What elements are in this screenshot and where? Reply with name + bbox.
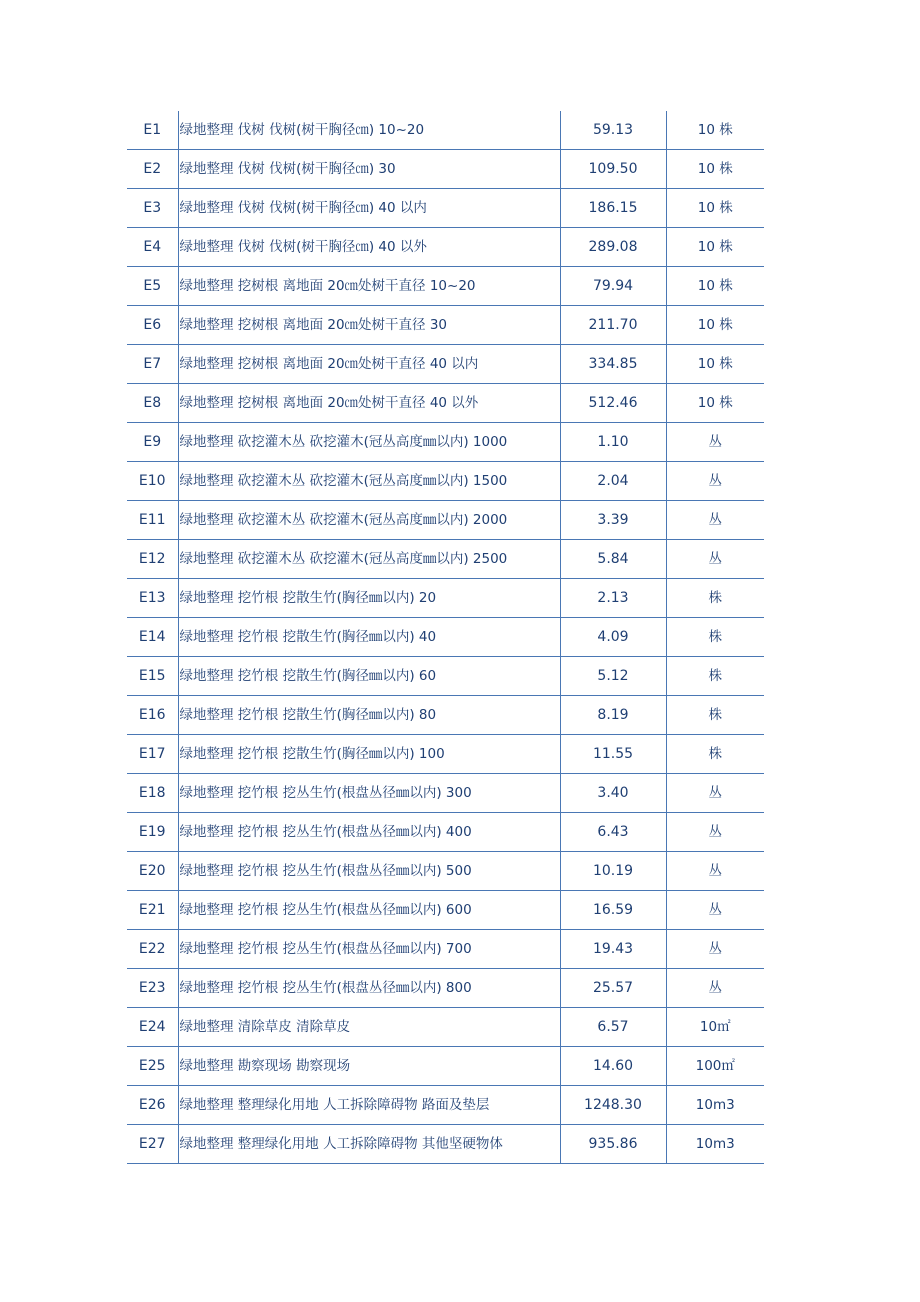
unit-price-cell: 8.19 xyxy=(560,696,666,735)
unit-price-cell: 1248.30 xyxy=(560,1086,666,1125)
table-row xyxy=(127,189,764,228)
unit-cell: 丛 xyxy=(666,891,764,930)
unit-cell: 丛 xyxy=(666,462,764,501)
unit-price-cell: 6.43 xyxy=(560,813,666,852)
unit-cell: 株 xyxy=(666,735,764,774)
item-code-cell: E9 xyxy=(127,423,178,462)
item-code-cell: E14 xyxy=(127,618,178,657)
unit-cell: 10 株 xyxy=(666,150,764,189)
unit-price-cell: 512.46 xyxy=(560,384,666,423)
item-code-cell: E15 xyxy=(127,657,178,696)
table-row xyxy=(127,813,764,852)
unit-cell: 丛 xyxy=(666,969,764,1008)
unit-price-cell: 1.10 xyxy=(560,423,666,462)
item-description-cell: 绿地整理 挖树根 离地面 20㎝处树干直径 10~20 xyxy=(178,267,560,306)
unit-cell: 10m3 xyxy=(666,1125,764,1164)
unit-cell: 10 株 xyxy=(666,345,764,384)
unit-price-cell: 289.08 xyxy=(560,228,666,267)
item-description-cell: 绿地整理 伐树 伐树(树干胸径㎝) 40 以外 xyxy=(178,228,560,267)
table-row xyxy=(127,852,764,891)
table-row xyxy=(127,657,764,696)
item-code-cell: E2 xyxy=(127,150,178,189)
table-row xyxy=(127,423,764,462)
item-description-cell: 绿地整理 挖竹根 挖丛生竹(根盘丛径㎜以内) 800 xyxy=(178,969,560,1008)
unit-cell: 10 株 xyxy=(666,228,764,267)
item-code-cell: E4 xyxy=(127,228,178,267)
table-row xyxy=(127,501,764,540)
unit-price-cell: 4.09 xyxy=(560,618,666,657)
unit-price-cell: 5.84 xyxy=(560,540,666,579)
table-row xyxy=(127,1086,764,1125)
table-row xyxy=(127,462,764,501)
item-description-cell: 绿地整理 挖竹根 挖散生竹(胸径㎜以内) 60 xyxy=(178,657,560,696)
item-description-cell: 绿地整理 挖树根 离地面 20㎝处树干直径 40 以外 xyxy=(178,384,560,423)
item-code-cell: E16 xyxy=(127,696,178,735)
table-row xyxy=(127,735,764,774)
table-row xyxy=(127,345,764,384)
unit-price-cell: 211.70 xyxy=(560,306,666,345)
item-code-cell: E24 xyxy=(127,1008,178,1047)
unit-price-cell: 14.60 xyxy=(560,1047,666,1086)
table-row xyxy=(127,1125,764,1164)
item-description-cell: 绿地整理 挖竹根 挖丛生竹(根盘丛径㎜以内) 700 xyxy=(178,930,560,969)
table-row xyxy=(127,774,764,813)
unit-price-cell: 935.86 xyxy=(560,1125,666,1164)
item-code-cell: E27 xyxy=(127,1125,178,1164)
unit-price-cell: 3.39 xyxy=(560,501,666,540)
unit-price-cell: 5.12 xyxy=(560,657,666,696)
unit-cell: 丛 xyxy=(666,852,764,891)
item-code-cell: E13 xyxy=(127,579,178,618)
unit-price-cell: 11.55 xyxy=(560,735,666,774)
item-code-cell: E10 xyxy=(127,462,178,501)
unit-price-cell: 19.43 xyxy=(560,930,666,969)
item-description-cell: 绿地整理 伐树 伐树(树干胸径㎝) 10~20 xyxy=(178,111,560,150)
item-description-cell: 绿地整理 挖竹根 挖丛生竹(根盘丛径㎜以内) 300 xyxy=(178,774,560,813)
unit-cell: 株 xyxy=(666,579,764,618)
item-description-cell: 绿地整理 砍挖灌木丛 砍挖灌木(冠丛高度㎜以内) 2500 xyxy=(178,540,560,579)
unit-price-cell: 6.57 xyxy=(560,1008,666,1047)
item-code-cell: E8 xyxy=(127,384,178,423)
item-description-cell: 绿地整理 砍挖灌木丛 砍挖灌木(冠丛高度㎜以内) 1500 xyxy=(178,462,560,501)
unit-price-cell: 334.85 xyxy=(560,345,666,384)
table-row xyxy=(127,267,764,306)
unit-cell: 株 xyxy=(666,696,764,735)
unit-cell: 10 株 xyxy=(666,111,764,150)
item-code-cell: E21 xyxy=(127,891,178,930)
item-code-cell: E22 xyxy=(127,930,178,969)
table-row xyxy=(127,1047,764,1086)
unit-cell: 10 株 xyxy=(666,189,764,228)
table-row xyxy=(127,579,764,618)
unit-cell: 10 株 xyxy=(666,306,764,345)
unit-cell: 株 xyxy=(666,618,764,657)
table-row xyxy=(127,930,764,969)
unit-cell: 丛 xyxy=(666,930,764,969)
table-row xyxy=(127,111,764,150)
table-row xyxy=(127,696,764,735)
unit-price-cell: 59.13 xyxy=(560,111,666,150)
unit-price-cell: 3.40 xyxy=(560,774,666,813)
unit-cell: 丛 xyxy=(666,540,764,579)
table-body xyxy=(127,111,764,1164)
item-description-cell: 绿地整理 挖竹根 挖丛生竹(根盘丛径㎜以内) 500 xyxy=(178,852,560,891)
table-row xyxy=(127,969,764,1008)
unit-cell: 丛 xyxy=(666,501,764,540)
table-row xyxy=(127,891,764,930)
unit-cell: 丛 xyxy=(666,423,764,462)
item-code-cell: E25 xyxy=(127,1047,178,1086)
unit-cell: 100㎡ xyxy=(666,1047,764,1086)
item-code-cell: E1 xyxy=(127,111,178,150)
item-description-cell: 绿地整理 挖树根 离地面 20㎝处树干直径 40 以内 xyxy=(178,345,560,384)
item-code-cell: E18 xyxy=(127,774,178,813)
item-description-cell: 绿地整理 挖竹根 挖散生竹(胸径㎜以内) 100 xyxy=(178,735,560,774)
item-description-cell: 绿地整理 伐树 伐树(树干胸径㎝) 30 xyxy=(178,150,560,189)
item-code-cell: E5 xyxy=(127,267,178,306)
item-description-cell: 绿地整理 砍挖灌木丛 砍挖灌木(冠丛高度㎜以内) 1000 xyxy=(178,423,560,462)
unit-price-cell: 79.94 xyxy=(560,267,666,306)
item-code-cell: E23 xyxy=(127,969,178,1008)
item-description-cell: 绿地整理 挖竹根 挖散生竹(胸径㎜以内) 20 xyxy=(178,579,560,618)
item-description-cell: 绿地整理 勘察现场 勘察现场 xyxy=(178,1047,560,1086)
unit-price-cell: 16.59 xyxy=(560,891,666,930)
table-row xyxy=(127,540,764,579)
unit-price-cell: 109.50 xyxy=(560,150,666,189)
price-table xyxy=(127,111,764,1164)
table-row xyxy=(127,384,764,423)
unit-cell: 10 株 xyxy=(666,384,764,423)
table-row xyxy=(127,150,764,189)
table-row xyxy=(127,1008,764,1047)
item-description-cell: 绿地整理 清除草皮 清除草皮 xyxy=(178,1008,560,1047)
item-description-cell: 绿地整理 伐树 伐树(树干胸径㎝) 40 以内 xyxy=(178,189,560,228)
item-code-cell: E12 xyxy=(127,540,178,579)
table-row xyxy=(127,618,764,657)
unit-price-cell: 2.13 xyxy=(560,579,666,618)
item-description-cell: 绿地整理 挖竹根 挖丛生竹(根盘丛径㎜以内) 400 xyxy=(178,813,560,852)
unit-cell: 丛 xyxy=(666,774,764,813)
item-description-cell: 绿地整理 挖树根 离地面 20㎝处树干直径 30 xyxy=(178,306,560,345)
item-code-cell: E11 xyxy=(127,501,178,540)
item-code-cell: E7 xyxy=(127,345,178,384)
item-description-cell: 绿地整理 挖竹根 挖丛生竹(根盘丛径㎜以内) 600 xyxy=(178,891,560,930)
unit-cell: 丛 xyxy=(666,813,764,852)
item-code-cell: E17 xyxy=(127,735,178,774)
unit-cell: 株 xyxy=(666,657,764,696)
unit-cell: 10 株 xyxy=(666,267,764,306)
table-row xyxy=(127,306,764,345)
table-row xyxy=(127,228,764,267)
unit-price-cell: 10.19 xyxy=(560,852,666,891)
item-code-cell: E19 xyxy=(127,813,178,852)
unit-price-cell: 2.04 xyxy=(560,462,666,501)
item-description-cell: 绿地整理 砍挖灌木丛 砍挖灌木(冠丛高度㎜以内) 2000 xyxy=(178,501,560,540)
unit-cell: 10m3 xyxy=(666,1086,764,1125)
item-code-cell: E20 xyxy=(127,852,178,891)
item-description-cell: 绿地整理 整理绿化用地 人工拆除障碍物 路面及垫层 xyxy=(178,1086,560,1125)
item-code-cell: E6 xyxy=(127,306,178,345)
item-code-cell: E3 xyxy=(127,189,178,228)
unit-price-cell: 25.57 xyxy=(560,969,666,1008)
item-code-cell: E26 xyxy=(127,1086,178,1125)
unit-cell: 10㎡ xyxy=(666,1008,764,1047)
unit-price-cell: 186.15 xyxy=(560,189,666,228)
item-description-cell: 绿地整理 整理绿化用地 人工拆除障碍物 其他坚硬物体 xyxy=(178,1125,560,1164)
item-description-cell: 绿地整理 挖竹根 挖散生竹(胸径㎜以内) 80 xyxy=(178,696,560,735)
item-description-cell: 绿地整理 挖竹根 挖散生竹(胸径㎜以内) 40 xyxy=(178,618,560,657)
